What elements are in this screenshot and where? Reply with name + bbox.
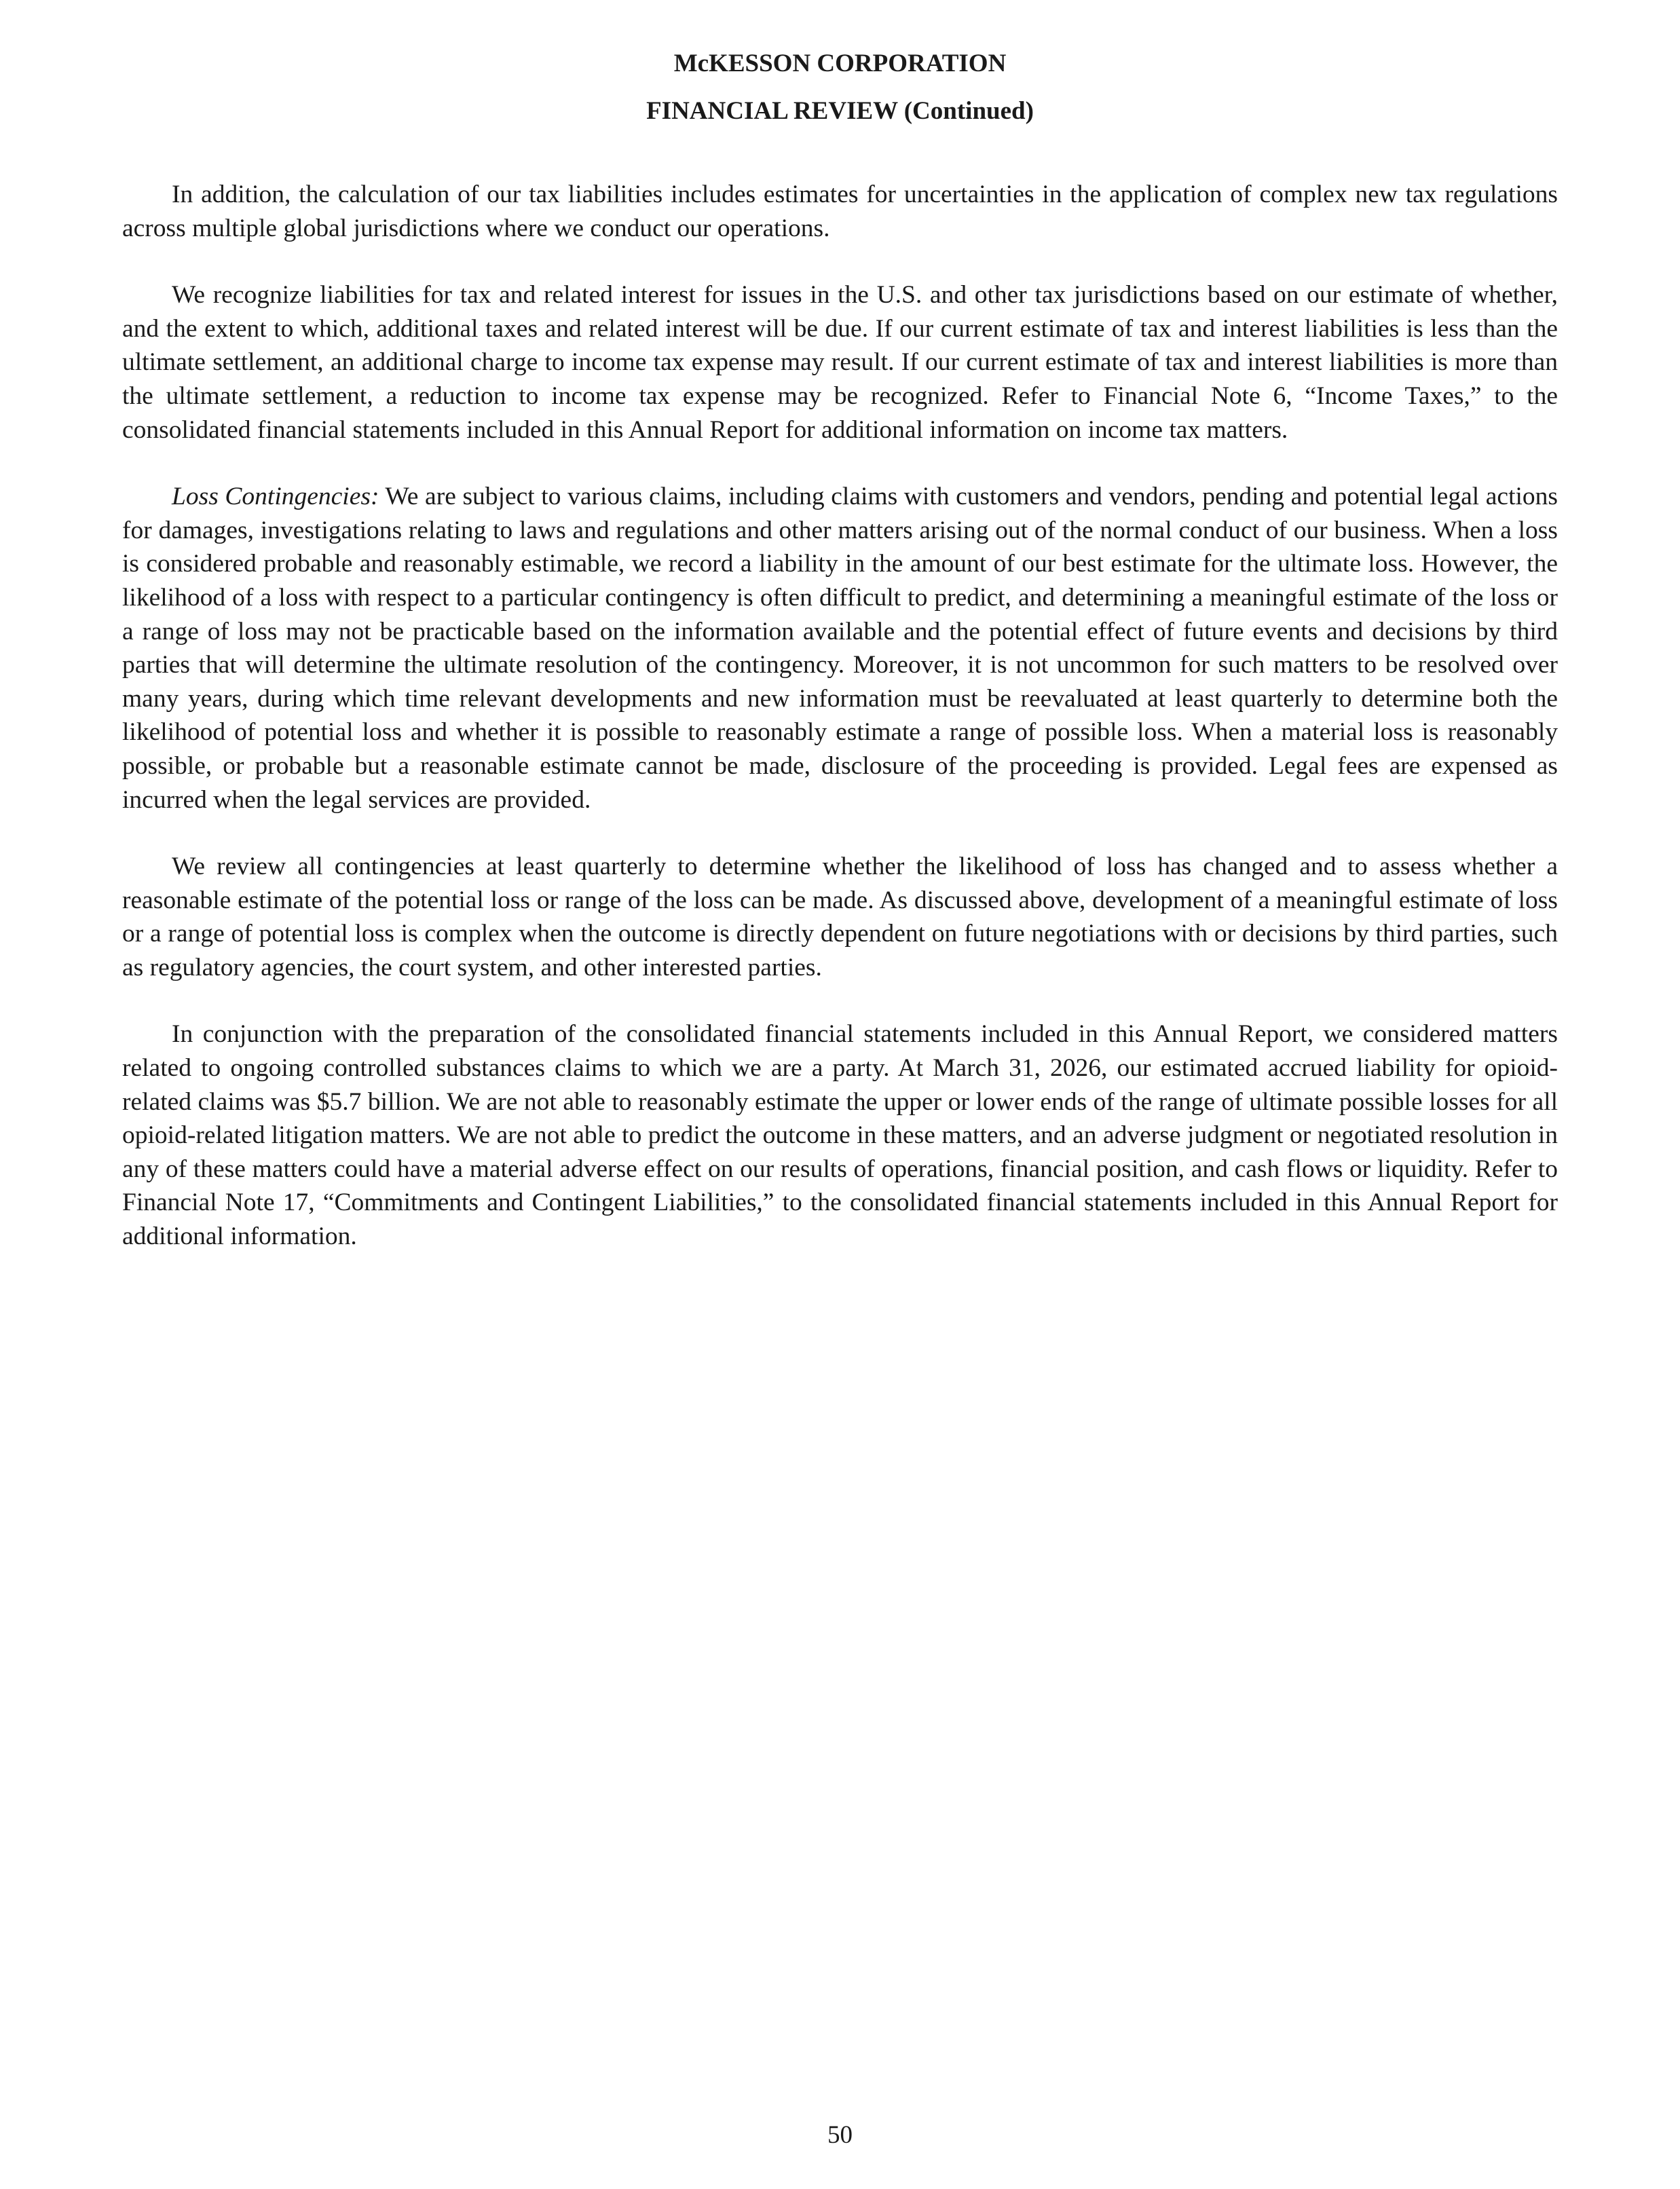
company-name: McKESSON CORPORATION — [673, 50, 1007, 77]
paragraph-opioid-claims — [122, 1017, 1558, 1253]
paragraph-text: In conjunction with the preparation of the consolidated financial statements included in this Annual Report, we considered matters related to ongoing controlled substances claims to which we are a party. At March 31, 2026, our estimated accrued liability for opioid-related claims was $5.7 billion. We are not able to reasonably estimate the upper or lower ends of the range of ultimate possible losses for all opioid-related litigation matters. We are not able to predict the outcome in these matters, and an adverse judgment or negotiated resolution in any of these matters could have a material adverse effect on our results of operations, financial position, and cash flows or liquidity. Refer to Financial Note 17, “Commitments and Contingent Liabilities,” to the consolidated financial statements included in this Annual Report for additional information. — [122, 1020, 1558, 1251]
paragraph-tax-uncertainties — [122, 178, 1558, 245]
paragraph-tax-liabilities — [122, 278, 1558, 447]
paragraph-loss-contingencies — [122, 480, 1558, 817]
paragraph-contingency-review — [122, 850, 1558, 984]
document-body — [122, 178, 1558, 1287]
paragraph-text: We are subject to various claims, including claims with customers and vendors, pending and potential legal actions for damages, investigations relating to laws and regulations and other matters arising out of the normal conduct of our business. When a loss is considered probable and reasonably estimable, we record a liability in the amount of our best estimate for the ultimate loss. However, the likelihood of a loss with respect to a particular contingency is often difficult to predict, and determining a meaningful estimate of the loss or a range of loss may not be practicable based on the information available and the potential effect of future events and decisions by third parties that will determine the ultimate resolution of the contingency. Moreover, it is not uncommon for such matters to be resolved over many years, during which time relevant developments and new information must be reevaluated at least quarterly to determine both the likelihood of potential loss and whether it is possible to reasonably estimate a range of possible loss. When a material loss is reasonably possible, or probable but a reasonable estimate cannot be made, disclosure of the proceeding is provided. Legal fees are expensed as incurred when the legal services are provided. — [122, 483, 1558, 814]
page-number: 50 — [827, 2121, 853, 2149]
paragraph-lead-italic: Loss Contingencies: — [172, 483, 379, 511]
paragraph-text: We review all contingencies at least quarterly to determine whether the likelihood of loss has changed and to assess whether a reasonable estimate of the potential loss or range of the loss can be made. As discussed above, development of a meaningful estimate of loss or a range of potential loss is complex when the outcome is directly dependent on future negotiations with or decisions by third parties, such as regulatory agencies, the court system, and other interested parties. — [122, 853, 1558, 981]
page-header — [0, 48, 1680, 143]
paragraph-text: We recognize liabilities for tax and related interest for issues in the U.S. and other tax jurisdictions based on our estimate of whether, and the extent to which, additional taxes and related interest will be due. If our current estimate of tax and interest liabilities is less than the ultimate settlement, an additional charge to income tax expense may result. If our current estimate of tax and interest liabilities is more than the ultimate settlement, a reduction to income tax expense may be recognized. Refer to Financial Note 6, “Income Taxes,” to the consolidated financial statements included in this Annual Report for additional information on income tax matters. — [122, 281, 1558, 444]
section-title: FINANCIAL REVIEW (Continued) — [646, 97, 1034, 125]
paragraph-text: In addition, the calculation of our tax liabilities includes estimates for uncertainties in the application of complex new tax regulations across multiple global jurisdictions where we conduct our operations. — [122, 181, 1558, 242]
